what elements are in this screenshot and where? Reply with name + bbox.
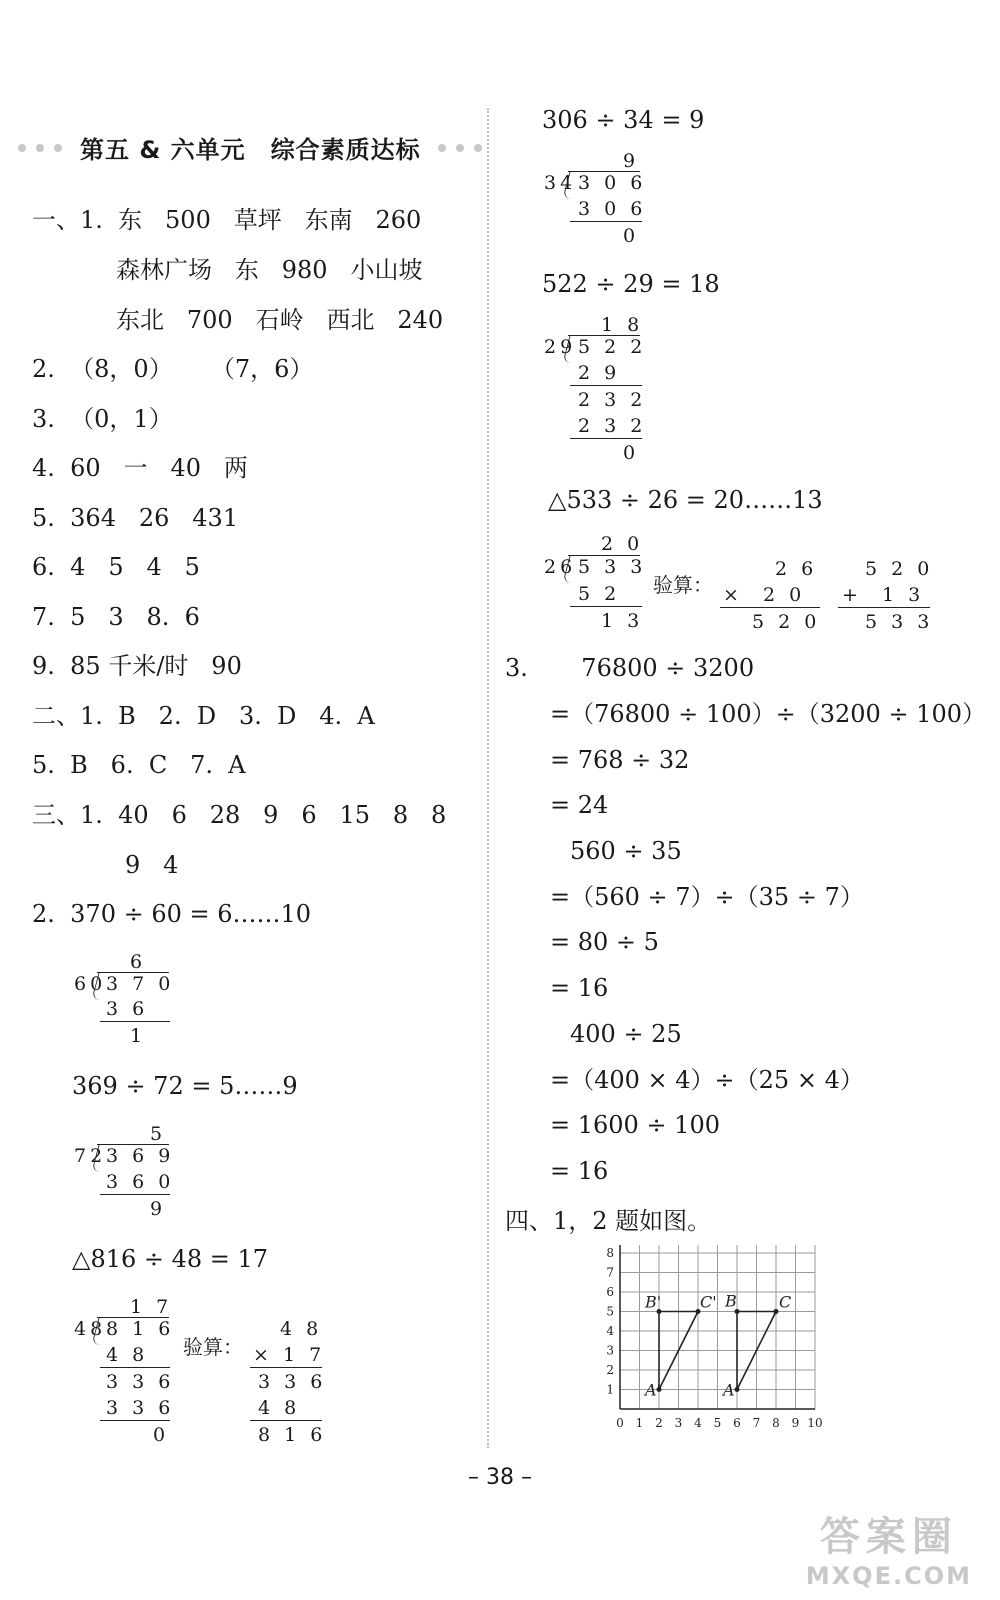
product: 5 2 0 [752, 611, 821, 633]
answer-1-9: 9. 85 千米/时 90 [32, 652, 242, 680]
answer-3-1a: 三、1. 40 6 28 9 6 15 8 8 [32, 801, 447, 829]
quotient: 1 7 [130, 1296, 173, 1318]
point-C [774, 1309, 779, 1314]
watermark-url: MXQE.COM [805, 1562, 972, 1590]
dividend: 5 3 3 [578, 556, 647, 578]
sum: 5 3 3 [865, 611, 934, 633]
x-tick-label: 2 [655, 1416, 663, 1430]
dividend: 3 0 6 [578, 172, 647, 194]
answer-3-3: 3. 76800 ÷ 3200 [505, 654, 755, 682]
quotient: 1 8 [601, 314, 644, 336]
add-rule [838, 607, 930, 608]
answer-3-1b: 9 4 [125, 851, 179, 879]
y-tick-label: 1 [606, 1382, 614, 1397]
section-header [18, 130, 488, 164]
dividend: 3 7 0 [106, 973, 175, 995]
factor-2: × 1 7 [253, 1344, 326, 1366]
division-rule [100, 1367, 170, 1368]
step: = 768 ÷ 32 [550, 746, 690, 774]
x-tick-label: 6 [733, 1416, 741, 1430]
answer-1-1b: 森林广场 东 980 小山坡 [116, 256, 423, 284]
answer-1-2: 2. （8，0） （7，6） [32, 355, 314, 383]
partial-product: 3 0 6 [578, 198, 647, 220]
x-tick-label: 8 [772, 1416, 780, 1430]
column-divider [487, 108, 489, 1448]
mult-rule [720, 607, 820, 608]
answer-3-2-eq3: △816 ÷ 48 = 17 [72, 1245, 269, 1273]
check-label: 验算： [183, 1335, 243, 1359]
divisor: 34 [544, 172, 577, 194]
page-title: 第五 & 六单元 综合素质达标 [80, 136, 421, 164]
remainder: 9 [150, 1198, 167, 1220]
step: =（76800 ÷ 100）÷（3200 ÷ 100） [550, 700, 986, 728]
eq-533-26: △533 ÷ 26 = 20……13 [548, 486, 823, 514]
division-rule [570, 438, 642, 439]
remainder: 1 [130, 1025, 147, 1047]
divisor: 60 [74, 973, 107, 995]
y-tick-label: 6 [606, 1285, 614, 1299]
partial-product: 3 6 [106, 998, 149, 1020]
point-label: B' [645, 1292, 662, 1312]
divisor: 72 [74, 1145, 107, 1167]
point-label: C' [700, 1292, 717, 1312]
partial-product-1: 4 8 [106, 1344, 149, 1366]
addend-2: + 1 3 [842, 584, 925, 606]
x-tick-label: 1 [635, 1416, 644, 1430]
answer-2-b: 5. B 6. C 7. A [32, 751, 246, 779]
coordinate-grid [598, 1245, 833, 1450]
remainder: 0 [623, 442, 640, 464]
answer-2-a: 二、1. B 2. D 3. D 4. A [32, 702, 375, 730]
watermark [806, 1505, 972, 1590]
x-tick-label: 0 [616, 1416, 624, 1430]
x-tick-label: 9 [791, 1416, 800, 1430]
mult-rule [250, 1420, 322, 1421]
partial-product: 3 6 0 [106, 1171, 175, 1193]
division-rule [570, 385, 642, 386]
expr-400-25: 400 ÷ 25 [570, 1020, 682, 1048]
step: = 16 [550, 974, 609, 1002]
answer-1-3: 3. （0，1） [32, 405, 173, 433]
dividend: 5 2 2 [578, 336, 647, 358]
partial-product-2: 2 3 2 [578, 415, 647, 437]
product: 8 1 6 [258, 1424, 327, 1446]
quotient: 2 0 [601, 533, 644, 555]
partial-product-1: 2 9 [578, 362, 621, 384]
answer-3-2-eq2: 369 ÷ 72 = 5……9 [72, 1072, 298, 1100]
x-tick-label: 3 [674, 1416, 683, 1430]
eq-522-29: 522 ÷ 29 = 18 [542, 270, 720, 298]
header-dots-left [18, 144, 62, 152]
remainder: 0 [623, 225, 640, 247]
quotient: 5 [150, 1123, 167, 1145]
y-tick-label: 8 [606, 1246, 614, 1260]
division-rule [570, 221, 642, 222]
step: =（400 × 4）÷（25 × 4） [550, 1066, 864, 1094]
y-tick-label: 3 [606, 1343, 614, 1358]
check-label-2: 验算： [653, 573, 713, 597]
divisor: 26 [544, 556, 577, 578]
x-tick-label: 10 [807, 1416, 823, 1430]
quotient: 6 [130, 951, 147, 973]
answer-1-7: 7. 5 3 8. 6 [32, 603, 200, 631]
answer-4-label: 四、1，2 题如图。 [505, 1207, 712, 1235]
divisor: 48 [74, 1318, 107, 1340]
partial-product: 5 2 [578, 583, 621, 605]
step: = 1600 ÷ 100 [550, 1111, 720, 1139]
factor-1: 4 8 [280, 1318, 323, 1340]
mult-rule [250, 1367, 322, 1368]
addend-1: 5 2 0 [865, 558, 934, 580]
point-A [735, 1387, 740, 1392]
step: = 24 [550, 791, 609, 819]
y-tick-label: 4 [606, 1324, 614, 1338]
quotient: 9 [623, 150, 640, 172]
remainder: 1 3 [601, 610, 644, 632]
watermark-title: 答案圈 [819, 1514, 958, 1560]
division-rule [100, 1420, 170, 1421]
partial-remainder: 3 3 6 [106, 1371, 175, 1393]
point-label: B [725, 1291, 737, 1311]
step: = 80 ÷ 5 [550, 928, 659, 956]
answer-1-1c: 东北 700 石岭 西北 240 [116, 306, 444, 334]
answer-1-6: 6. 4 5 4 5 [32, 553, 200, 581]
partial-remainder: 2 3 2 [578, 389, 647, 411]
y-tick-label: 2 [606, 1363, 614, 1377]
answer-3-2-eq1: 2. 370 ÷ 60 = 6……10 [32, 900, 312, 928]
partial-1: 3 3 6 [258, 1371, 327, 1393]
y-tick-label: 5 [606, 1304, 614, 1319]
x-tick-label: 7 [752, 1416, 761, 1430]
point-label: A' [645, 1380, 661, 1400]
remainder: 0 [153, 1424, 170, 1446]
factor-1: 2 6 [775, 558, 818, 580]
expr-560-35: 560 ÷ 35 [570, 837, 682, 865]
page-number: – 38 – [468, 1465, 532, 1490]
x-tick-label: 4 [694, 1416, 702, 1430]
header-dots-right [438, 144, 482, 152]
step: = 16 [550, 1157, 609, 1185]
dividend: 3 6 9 [106, 1145, 175, 1167]
dividend: 8 1 6 [106, 1318, 175, 1340]
factor-2: × 2 0 [723, 584, 806, 606]
partial-product-2: 3 3 6 [106, 1397, 175, 1419]
answer-1-4: 4. 60 一 40 两 [32, 454, 248, 482]
point-label: C [779, 1292, 792, 1312]
divisor: 29 [544, 336, 577, 358]
eq-306-34: 306 ÷ 34 = 9 [542, 106, 705, 134]
step: =（560 ÷ 7）÷（35 ÷ 7） [550, 883, 864, 911]
division-rule [100, 1194, 170, 1195]
x-tick-label: 5 [713, 1416, 722, 1430]
partial-2: 4 8 [258, 1397, 301, 1419]
division-rule [100, 1021, 170, 1022]
answer-1-5: 5. 364 26 431 [32, 504, 239, 532]
point-label: A [723, 1380, 735, 1400]
answer-1-1a: 一、1. 东 500 草坪 东南 260 [32, 206, 422, 234]
division-rule [570, 606, 642, 607]
y-tick-label: 7 [606, 1265, 614, 1280]
